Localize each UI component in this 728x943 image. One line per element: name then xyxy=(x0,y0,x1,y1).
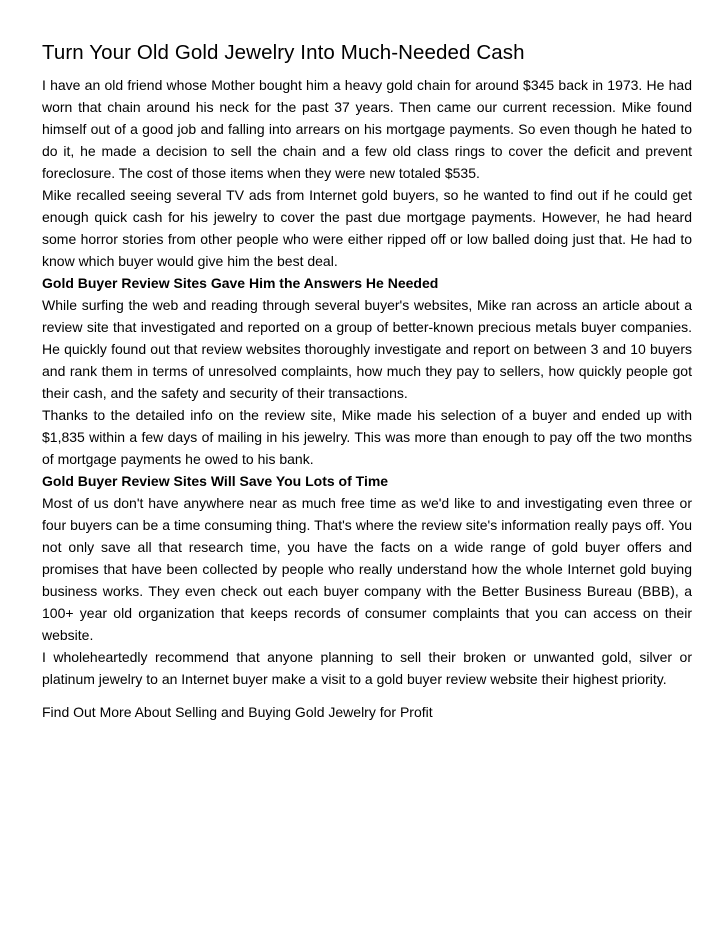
section-heading-save-time: Gold Buyer Review Sites Will Save You Lots of Time xyxy=(42,473,389,489)
document-page xyxy=(42,40,692,723)
paragraph-intro: I have an old friend whose Mother bought him a heavy gold chain for around $345 back in 1973. He had worn that chain around his neck for the past 37 years. Then came our current recession. Mike found himself out of a good job and falling into arrears on his mortgage payments. So even though he hated to do it, he made a decision to sell the chain and a few old class rings to cover the deficit and prevent foreclosure. The cost of those items when they were new totaled $535. xyxy=(42,77,692,181)
paragraph-detailed-info: Thanks to the detailed info on the review site, Mike made his selection of a buyer and ended up with $1,835 within a few days of mailing in his jewelry. This was more than enough to pay off the two months of mortgage payments he owed to his bank. xyxy=(42,407,692,467)
paragraph-recommendation: I wholeheartedly recommend that anyone planning to sell their broken or unwanted gold, silver or platinum jewelry to an Internet buyer make a visit to a gold buyer review website their highest priority. xyxy=(42,649,692,687)
paragraph-tv-ads: Mike recalled seeing several TV ads from Internet gold buyers, so he wanted to find out if he could get enough quick cash for his jewelry to cover the past due mortgage payments. However, he had heard some horror stories from other people who were either ripped off or low balled doing just that. He had to know which buyer would give him the best deal. xyxy=(42,187,692,269)
paragraph-surfing: While surfing the web and reading through several buyer's websites, Mike ran across an article about a review site that investigated and reported on a group of better-known precious metals buyer companies. He quickly found out that review websites thoroughly investigate and report on between 3 and 10 buyers and rank them in terms of unresolved complaints, how much they pay to sellers, how quickly people got their cash, and the safety and security of their transactions. xyxy=(42,297,692,401)
section-heading-review-sites: Gold Buyer Review Sites Gave Him the Answers He Needed xyxy=(42,275,439,291)
find-out-more-link[interactable]: Find Out More About Selling and Buying Gold Jewelry for Profit xyxy=(42,704,433,720)
page-title: Turn Your Old Gold Jewelry Into Much-Needed Cash xyxy=(42,41,525,64)
paragraph-free-time: Most of us don't have anywhere near as much free time as we'd like to and investigating even three or four buyers can be a time consuming thing. That's where the review site's information really pays off. You not only save all that research time, you have the facts on a wide range of gold buyer offers and promises that have been collected by people who really understand how the whole Internet gold buying business works. They even check out each buyer company with the Better Business Bureau (BBB), a 100+ year old organization that keeps records of consumer complaints that you can access on their website. xyxy=(42,495,692,643)
